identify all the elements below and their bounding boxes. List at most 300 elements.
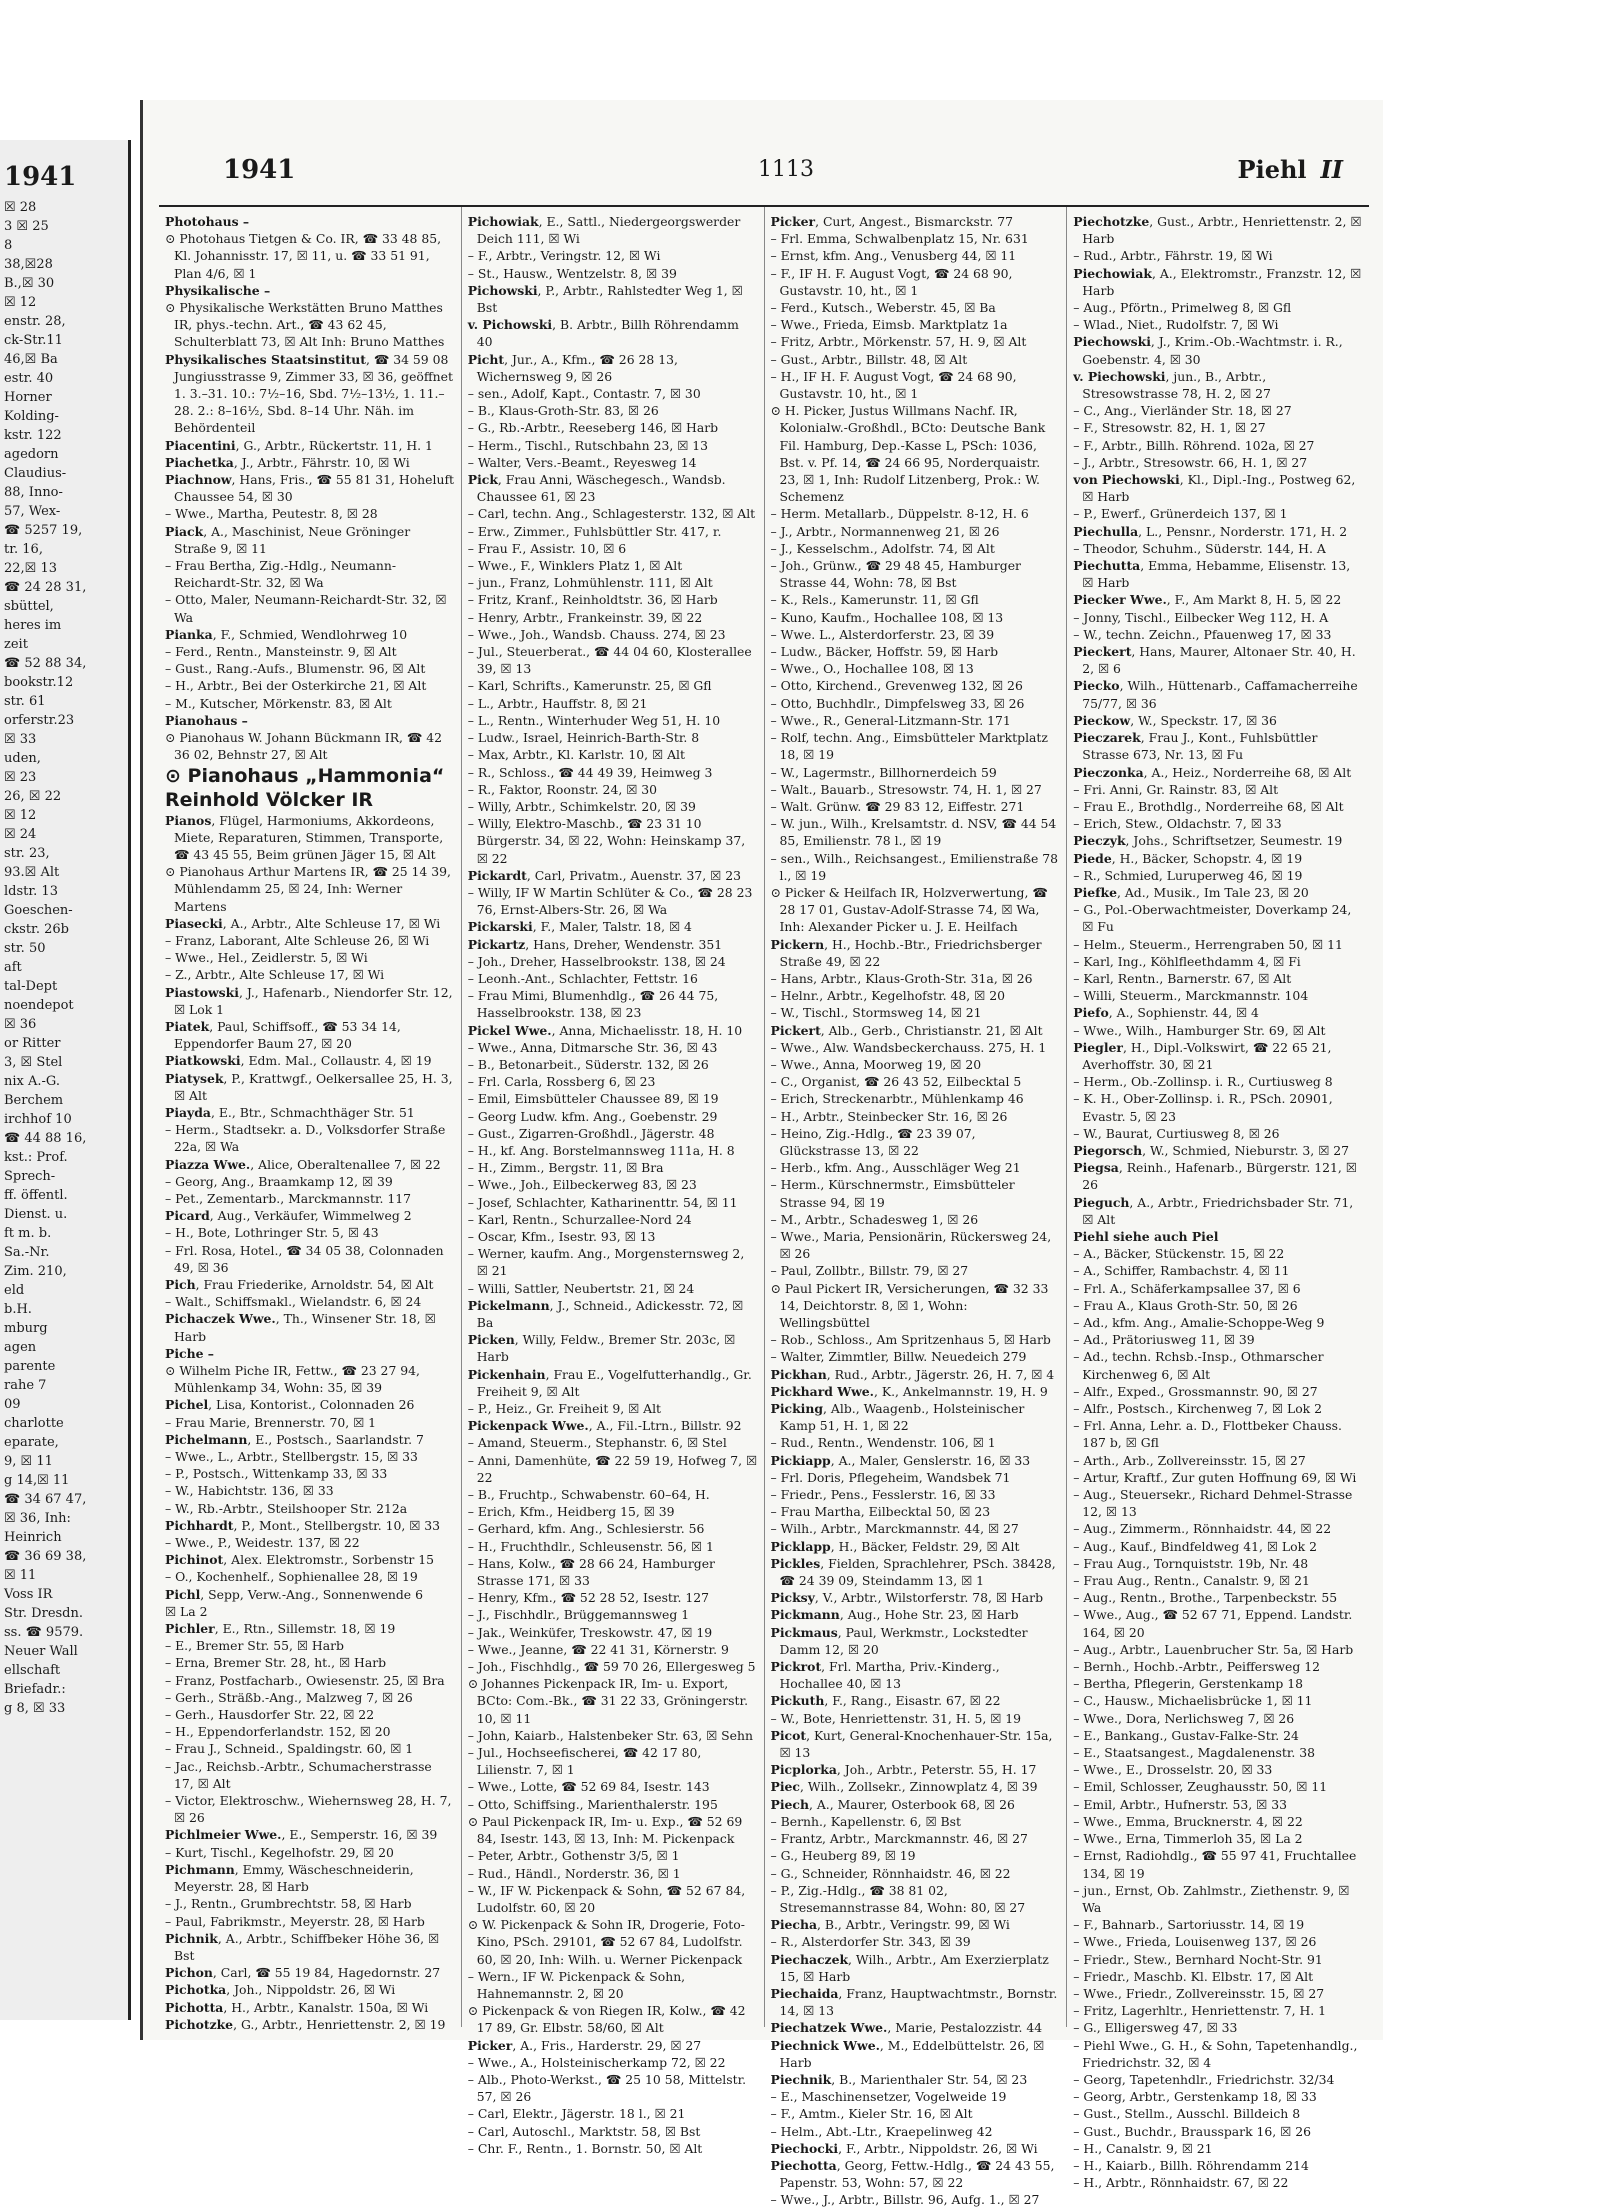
directory-entry: – Aug., Arbtr., Lauenbrucher Str. 5a, ☒ Harb xyxy=(1073,1641,1354,1657)
directory-entry: – Wwe., Anna, Ditmarsche Str. 36, ☒ 43 xyxy=(467,1039,718,1055)
directory-entry: – Rud., Händl., Norderstr. 36, ☒ 1 xyxy=(467,1865,681,1881)
entry-surname: Pianka xyxy=(165,626,213,642)
directory-entry: – B., Betonarbeit., Süderstr. 132, ☒ 26 xyxy=(467,1056,709,1072)
directory-entry: – Rob., Schloss., Am Spritzenhaus 5, ☒ Harb xyxy=(770,1332,1051,1348)
directory-entry: Pichmann, Emmy, Wäscheschneiderin, Meyerstr. 28, ☒ Harb xyxy=(165,1861,414,1895)
entry-surname: Pickmaus xyxy=(770,1624,838,1640)
directory-entry: – Wern., IF W. Pickenpack & Sohn, Hahnemannstr. 2, ☒ 20 xyxy=(467,1968,686,2001)
left-strip-line: tr. 16, xyxy=(4,542,43,557)
directory-entry: – F., Arbtr., Billh. Röhrend. 102a, ☒ 27 xyxy=(1073,437,1315,453)
entry-surname: Piechnik xyxy=(770,2071,832,2087)
directory-entry: – Walter, Vers.-Beamt., Reyesweg 14 xyxy=(467,454,697,470)
directory-entry: – Theodor, Schuhm., Süderstr. 144, H. A xyxy=(1073,540,1326,556)
directory-entry: – G., Elligersweg 47, ☒ 33 xyxy=(1073,2020,1238,2036)
directory-entry: Pichinot, Alex. Elektromstr., Sorbenstr 15 xyxy=(165,1552,435,1568)
directory-entry: – Pet., Zementarb., Marckmannstr. 117 xyxy=(165,1190,412,1206)
directory-entry: – Joh., Grünw., ☎ 29 48 45, Hamburger Strasse 44, Wohn: 78, ☒ Bst xyxy=(770,558,1021,591)
directory-entry: – Gust., Buchdr., Brausspark 16, ☒ 26 xyxy=(1073,2123,1311,2139)
directory-entry: Pichotka, Joh., Nippoldstr. 26, ☒ Wi xyxy=(165,1982,396,1998)
directory-entry: – Peter, Arbtr., Gothenstr 3/5, ☒ 1 xyxy=(467,1848,680,1864)
directory-entry: – Wlad., Niet., Rudolfstr. 7, ☒ Wi xyxy=(1073,317,1279,333)
directory-entry: – Erna, Bremer Str. 28, ht., ☒ Harb xyxy=(165,1655,387,1671)
directory-entry: – C., Organist, ☎ 26 43 52, Eilbecktal 5 xyxy=(770,1074,1022,1090)
directory-entry: – Karl, Ing., Köhlfleethdamm 4, ☒ Fi xyxy=(1073,953,1301,969)
left-strip-line: ff. öffentl. xyxy=(4,1188,68,1203)
directory-entry: – Georg, Arbtr., Gerstenkamp 18, ☒ 33 xyxy=(1073,2089,1317,2105)
directory-entry: – M., Kutscher, Mörkenstr. 83, ☒ Alt xyxy=(165,695,392,711)
directory-entry: Pickartz, Hans, Dreher, Wendenstr. 351 xyxy=(467,936,723,952)
directory-entry: ⊙ Pickenpack & von Riegen IR, Kolw., ☎ 42 17 89, Gr. Elbstr. 58/60, ☒ Alt xyxy=(467,2003,746,2036)
entry-surname: Piefke xyxy=(1073,884,1117,900)
entry-surname: Physikalische – xyxy=(165,282,271,298)
directory-entry: ⊙ Paul Pickenpack IR, Im- u. Exp., ☎ 52 69 84, Isestr. 143, ☒ 13, Inh: M. Pickenpack xyxy=(467,1813,743,1847)
left-strip-line: ck-Str.11 xyxy=(4,333,63,348)
directory-entry: – H., Zimm., Bergstr. 11, ☒ Bra xyxy=(467,1160,664,1176)
entry-surname: Pickenhain xyxy=(467,1366,546,1382)
left-strip-line: enstr. 28, xyxy=(4,314,66,329)
directory-entry: Pichhardt, P., Mont., Stellbergstr. 10, ☒ 33 xyxy=(165,1517,441,1533)
directory-entry: – Bernh., Hochb.-Arbtr., Peiffersweg 12 xyxy=(1073,1659,1320,1675)
directory-entry: – Chr. F., Rentn., 1. Bornstr. 50, ☒ Alt xyxy=(467,2140,703,2156)
directory-entry: – H., Bote, Lothringer Str. 5, ☒ 43 xyxy=(165,1225,379,1241)
directory-entry: Pieczonka, A., Heiz., Norderreihe 68, ☒ Alt xyxy=(1073,764,1352,780)
entry-surname: Pickmann xyxy=(770,1607,840,1623)
entry-surname: Pickenpack Wwe. xyxy=(467,1418,589,1434)
directory-entry xyxy=(1073,1228,1363,1245)
entry-surname: von Piechowski xyxy=(1073,472,1180,488)
directory-entry: – Wwe., E., Drosselstr. 20, ☒ 33 xyxy=(1073,1762,1273,1778)
directory-entry: – Herm., Ob.-Zollinsp. i. R., Curtiusweg 8 xyxy=(1073,1074,1333,1090)
directory-entry: Picksy, V., Arbtr., Wilstorferstr. 78, ☒ Harb xyxy=(770,1590,1043,1606)
directory-entry: – Frau Martha, Eilbecktal 50, ☒ 23 xyxy=(770,1504,991,1520)
directory-entry: ⊙ Picker & Heilfach IR, Holzverwertung, ☎ 28 17 01, Gustav-Adolf-Strasse 74, ☒ Wa, Inh: Alexander Picker u. J. E. Heilfach xyxy=(770,884,1048,935)
directory-entry: – W., Lagermstr., Billhornerdeich 59 xyxy=(770,764,997,780)
left-strip-line: ☎ 5257 19, xyxy=(4,523,83,538)
directory-entry: Pickelmann, J., Schneid., Adickesstr. 72, ☒ Ba xyxy=(467,1297,744,1330)
directory-entry: Pickuth, F., Rang., Eisastr. 67, ☒ 22 xyxy=(770,1693,1001,1709)
directory-entry: Piechatzek Wwe., Marie, Pestalozzistr. 44 xyxy=(770,2020,1043,2036)
directory-entry: – Carl, Elektr., Jägerstr. 18 l., ☒ 21 xyxy=(467,2106,686,2122)
directory-entry: – Piehl Wwe., G. H., & Sohn, Tapetenhandlg., Friedrichstr. 32, ☒ 4 xyxy=(1073,2037,1358,2070)
directory-entry: – Wwe., Joh., Wandsb. Chauss. 274, ☒ 23 xyxy=(467,626,726,642)
left-strip-line: 3, ☒ Stel xyxy=(4,1055,63,1070)
directory-entry: – R., Faktor, Roonstr. 24, ☒ 30 xyxy=(467,781,658,797)
running-head xyxy=(1238,155,1343,184)
directory-entry: – Frau E., Brothdlg., Norderreihe 68, ☒ Alt xyxy=(1073,798,1344,814)
directory-entry: v. Pichowski, B. Arbtr., Billh Röhrendamm 40 xyxy=(467,317,739,350)
entry-surname: Pickuth xyxy=(770,1693,825,1709)
entry-surname: Pickarski xyxy=(467,919,533,935)
directory-entry: – E., Bremer Str. 55, ☒ Harb xyxy=(165,1638,344,1654)
directory-entry: Piatysek, P., Krattwgf., Oelkersallee 25, H. 3, ☒ Alt xyxy=(165,1070,453,1103)
directory-entry: – Paul, Fabrikmstr., Meyerstr. 28, ☒ Harb xyxy=(165,1913,425,1929)
left-strip-line: ☎ 52 88 34, xyxy=(4,656,87,671)
entry-surname: Piachetka xyxy=(165,454,234,470)
directory-entry: ⊙ Physikalische Werkstätten Bruno Matthes IR, phys.-techn. Art., ☎ 43 62 45, Schulterblatt 73, ☒ Alt Inh: Bruno Matthes xyxy=(165,300,445,350)
directory-entry: – Frantz, Arbtr., Marckmannstr. 46, ☒ 27 xyxy=(770,1831,1028,1847)
directory-entry: – Paul, Zollbtr., Billstr. 79, ☒ 27 xyxy=(770,1263,969,1279)
directory-entry: – Georg, Ang., Braamkamp 12, ☒ 39 xyxy=(165,1173,393,1189)
directory-entry: von Piechowski, Kl., Dipl.-Ing., Postweg 62, ☒ Harb xyxy=(1073,472,1356,505)
column-1 xyxy=(159,207,462,2032)
directory-entry: – Wwe., R., General-Litzmann-Str. 171 xyxy=(770,712,1011,728)
directory-entry xyxy=(165,282,455,299)
directory-entry: – Fritz, Kranf., Reinholdtstr. 36, ☒ Harb xyxy=(467,592,718,608)
directory-entry: – Wwe., J., Arbtr., Billstr. 96, Aufg. 1., ☒ 27 xyxy=(770,2192,1040,2208)
left-strip-line: Heinrich xyxy=(4,1530,62,1545)
directory-entry: – P., Postsch., Wittenkamp 33, ☒ 33 xyxy=(165,1466,388,1482)
directory-entry: – Georg, Tapetenhdlr., Friedrichstr. 32/34 xyxy=(1073,2071,1335,2087)
left-strip-line: estr. 40 xyxy=(4,371,54,386)
left-strip-line: ☒ 12 xyxy=(4,808,37,823)
directory-entry: – Karl, Rentn., Barnerstr. 67, ☒ Alt xyxy=(1073,970,1292,986)
column-4 xyxy=(1067,207,1369,2191)
left-strip-line: kst.: Prof. xyxy=(4,1150,68,1165)
left-strip-line: ☎ 24 28 31, xyxy=(4,580,87,595)
directory-entry: Piachnow, Hans, Fris., ☎ 55 81 31, Hoheluft Chaussee 54, ☒ 30 xyxy=(165,472,455,505)
directory-entry: – Josef, Schlachter, Katharinenttr. 54, ☒ 11 xyxy=(467,1194,738,1210)
directory-entry: – L., Arbtr., Hauffstr. 8, ☒ 21 xyxy=(467,695,648,711)
entry-surname: Piechnick Wwe. xyxy=(770,2037,880,2053)
entry-surname: Picplorka xyxy=(770,1762,837,1778)
directory-entry: v. Piechowski, jun., B., Arbtr., Stresowstrasse 78, H. 2, ☒ 27 xyxy=(1073,368,1271,402)
entry-surname: Pickert xyxy=(770,1022,821,1038)
directory-entry: – Fritz, Lagerhltr., Henriettenstr. 7, H. 1 xyxy=(1073,2003,1327,2019)
left-strip-line: str. 23, xyxy=(4,846,50,861)
directory-entry: – Wwe., Friedr., Zollvereinsstr. 15, ☒ 27 xyxy=(1073,1985,1325,2001)
directory-entry: – Aug., Pförtn., Primelweg 8, ☒ Gfl xyxy=(1073,300,1292,316)
entry-surname: Picklapp xyxy=(770,1538,831,1554)
directory-entry: Pichlmeier Wwe., E., Semperstr. 16, ☒ 39 xyxy=(165,1827,438,1843)
directory-entry: – Wwe., Lotte, ☎ 52 69 84, Isestr. 143 xyxy=(467,1779,710,1795)
directory-entry: – Oscar, Kfm., Isestr. 93, ☒ 13 xyxy=(467,1228,656,1244)
directory-entry: – Z., Arbtr., Alte Schleuse 17, ☒ Wi xyxy=(165,967,385,983)
entry-surname: Pianohaus – xyxy=(165,712,248,728)
directory-entry: – J., Arbtr., Stresowstr. 66, H. 1, ☒ 27 xyxy=(1073,454,1308,470)
directory-entry: – Walt., Bauarb., Stresowstr. 74, H. 1, ☒ 27 xyxy=(770,781,1042,797)
left-strip-line: ft m. b. xyxy=(4,1226,52,1241)
directory-entry: – Wwe., Jeanne, ☎ 22 41 31, Körnerstr. 9 xyxy=(467,1641,729,1657)
directory-entry: Piegler, H., Dipl.-Volkswirt, ☎ 22 65 21, Averhoffstr. 30, ☒ 21 xyxy=(1073,1039,1332,1072)
left-strip-line: ss. ☎ 9579. xyxy=(4,1625,84,1640)
directory-entry: – Wwe., Aug., ☎ 52 67 71, Eppend. Landstr. 164, ☒ 20 xyxy=(1073,1607,1353,1640)
directory-entry: Piechowiak, A., Elektromstr., Franzstr. 12, ☒ Harb xyxy=(1073,265,1362,298)
entry-surname: Piegler xyxy=(1073,1039,1123,1055)
directory-entry: – H., Kaiarb., Billh. Röhrendamm 214 xyxy=(1073,2157,1309,2173)
directory-entry: Pieczarek, Frau J., Kont., Fuhlsbüttler Strasse 673, Nr. 13, ☒ Fu xyxy=(1073,730,1318,763)
directory-entry: – Erich, Kfm., Heidberg 15, ☒ 39 xyxy=(467,1504,675,1520)
left-strip-line: eld xyxy=(4,1283,25,1298)
directory-entry: – O., Kochenhelf., Sophienallee 28, ☒ 19 xyxy=(165,1569,418,1585)
entry-surname: Pichaczek Wwe. xyxy=(165,1311,276,1327)
directory-entry: Picplorka, Joh., Arbtr., Peterstr. 55, H. 17 xyxy=(770,1762,1037,1778)
directory-entry: – Karl, Schrifts., Kamerunstr. 25, ☒ Gfl xyxy=(467,678,712,694)
left-strip-line: mburg xyxy=(4,1321,48,1336)
directory-entry: Pichaczek Wwe., Th., Winsener Str. 18, ☒ Harb xyxy=(165,1311,436,1344)
left-strip-line: aft xyxy=(4,960,22,975)
directory-entry: – St., Hausw., Wentzelstr. 8, ☒ 39 xyxy=(467,265,677,281)
directory-entry: Piede, H., Bäcker, Schopstr. 4, ☒ 19 xyxy=(1073,850,1303,866)
entry-surname: Pickartz xyxy=(467,936,526,952)
directory-entry: – Friedr., Stew., Bernhard Nocht-Str. 91 xyxy=(1073,1951,1323,1967)
directory-entry: – J., Fischhdlr., Brüggemannsweg 1 xyxy=(467,1607,690,1623)
directory-entry: – Joh., Dreher, Hasselbrookstr. 138, ☒ 24 xyxy=(467,953,726,969)
page-number: 1113 xyxy=(758,157,814,182)
left-strip-line: Berchem xyxy=(4,1093,64,1108)
entry-surname: Piatysek xyxy=(165,1070,224,1086)
left-strip-line: Goeschen- xyxy=(4,903,73,918)
directory-entry: Pieczyk, Johs., Schriftsetzer, Seumestr. 19 xyxy=(1073,833,1343,849)
directory-entry: Pichowski, P., Arbtr., Rahlstedter Weg 1, ☒ Bst xyxy=(467,282,743,316)
left-strip-line: g 14,☒ 11 xyxy=(4,1473,70,1488)
entry-surname: Picking xyxy=(770,1401,824,1417)
directory-entry: – Helnr., Arbtr., Kegelhofstr. 48, ☒ 20 xyxy=(770,988,1005,1004)
left-strip-line: zeit xyxy=(4,637,28,652)
directory-entry: Picklapp, H., Bäcker, Feldstr. 29, ☒ Alt xyxy=(770,1538,1020,1554)
entry-surname: Pieguch xyxy=(1073,1194,1130,1210)
directory-entry: ⊙ Pianohaus Arthur Martens IR, ☎ 25 14 39, Mühlendamm 25, ☒ 24, Inh: Werner Martens xyxy=(165,864,451,914)
directory-entry: Piecha, B., Arbtr., Veringstr. 99, ☒ Wi xyxy=(770,1917,1010,1933)
entry-surname: Piec xyxy=(770,1779,800,1795)
directory-entry: – R., Schloss., ☎ 44 49 39, Heimweg 3 xyxy=(467,764,713,780)
entry-surname: Pieckert xyxy=(1073,644,1132,660)
directory-entry: Pickhan, Rud., Arbtr., Jägerstr. 26, H. 7, ☒ 4 xyxy=(770,1366,1055,1382)
directory-entry: – Wwe., Joh., Eilbeckerweg 83, ☒ 23 xyxy=(467,1177,697,1193)
left-strip-line: sbüttel, xyxy=(4,599,54,614)
directory-entry: – Franz, Laborant, Alte Schleuse 26, ☒ Wi xyxy=(165,932,430,948)
entry-surname: Piechowiak xyxy=(1073,265,1152,281)
directory-entry: – Emil, Arbtr., Hufnerstr. 53, ☒ 33 xyxy=(1073,1796,1287,1812)
left-strip-line: B.,☒ 30 xyxy=(4,276,55,291)
directory-entry: – Wwe., Emma, Brucknerstr. 4, ☒ 22 xyxy=(1073,1813,1303,1829)
directory-entry: Piechnick Wwe., M., Eddelbüttelstr. 26, ☒ Harb xyxy=(770,2037,1045,2070)
entry-surname: Pichowiak xyxy=(467,214,539,229)
directory-entry: Piack, A., Maschinist, Neue Gröninger Straße 9, ☒ 11 xyxy=(165,523,411,556)
left-strip-line: Neuer Wall xyxy=(4,1644,78,1659)
left-strip-line: ☎ 34 67 47, xyxy=(4,1492,87,1507)
directory-entry: – Otto, Kirchend., Grevenweg 132, ☒ 26 xyxy=(770,678,1023,694)
entry-surname: Piechocki xyxy=(770,2140,839,2156)
entry-surname: Picker xyxy=(770,214,816,229)
entry-surname: Pickhan xyxy=(770,1366,827,1382)
directory-entry: – Frl. Anna, Lehr. a. D., Flottbeker Chauss. 187 b, ☒ Gfl xyxy=(1073,1418,1342,1451)
directory-entry: – Walter, Zimmtler, Billw. Neuedeich 279 xyxy=(770,1349,1027,1365)
directory-entry: – Hans, Kolw., ☎ 28 66 24, Hamburger Strasse 171, ☒ 33 xyxy=(467,1555,715,1589)
directory-entry: – Hans, Arbtr., Klaus-Groth-Str. 31a, ☒ 26 xyxy=(770,970,1033,986)
entry-surname: v. Pichowski xyxy=(467,317,553,333)
left-strip-line: Dienst. u. xyxy=(4,1207,68,1222)
directory-entry: – Ad., kfm. Ang., Amalie-Schoppe-Weg 9 xyxy=(1073,1315,1325,1330)
directory-entry: Pichon, Carl, ☎ 55 19 84, Hagedornstr. 27 xyxy=(165,1965,441,1981)
directory-entry: – Gust., Stellm., Ausschl. Billdeich 8 xyxy=(1073,2106,1301,2122)
directory-entry: – F., Stresowstr. 82, H. 1, ☒ 27 xyxy=(1073,420,1266,436)
directory-entry: – Frau A., Klaus Groth-Str. 50, ☒ 26 xyxy=(1073,1297,1298,1313)
directory-entry: – Jac., Reichsb.-Arbtr., Schumacherstrasse 17, ☒ Alt xyxy=(165,1758,432,1791)
volume-number: II xyxy=(1320,155,1343,184)
directory-entry: – Friedr., Pens., Fesslerstr. 16, ☒ 33 xyxy=(770,1487,996,1503)
directory-entry: – Franz, Postfacharb., Owiesenstr. 25, ☒ Bra xyxy=(165,1672,445,1688)
directory-entry: – Victor, Elektroschw., Wiehernsweg 28, H. 7, ☒ 26 xyxy=(165,1793,452,1826)
entry-surname: Pichon xyxy=(165,1965,213,1981)
directory-entry: – Otto, Maler, Neumann-Reichardt-Str. 32, ☒ Wa xyxy=(165,592,447,625)
directory-entry: – Max, Arbtr., Kl. Karlstr. 10, ☒ Alt xyxy=(467,747,685,763)
directory-entry: Piecker Wwe., F., Am Markt 8, H. 5, ☒ 22 xyxy=(1073,592,1342,608)
directory-entry: – Wwe. L., Alsterdorferstr. 23, ☒ 39 xyxy=(770,626,995,642)
left-strip-line: 26, ☒ 22 xyxy=(4,789,62,804)
directory-entry: – W., Bote, Henriettenstr. 31, H. 5, ☒ 19 xyxy=(770,1710,1022,1726)
directory-entry: – Wwe., Frieda, Louisenweg 137, ☒ 26 xyxy=(1073,1934,1317,1950)
left-strip-line: ☒ 12 xyxy=(4,295,37,310)
directory-entry: Pick, Frau Anni, Wäschegesch., Wandsb. Chaussee 61, ☒ 23 xyxy=(467,472,726,505)
entry-surname: Pickel Wwe. xyxy=(467,1022,552,1038)
entry-surname: Pichotta xyxy=(165,1999,224,2015)
left-strip-line: Claudius- xyxy=(4,466,67,481)
entry-surname: Piack xyxy=(165,523,204,539)
directory-entry: Pichowiak, E., Sattl., Niedergeorgswerder Deich 111, ☒ Wi xyxy=(467,214,741,247)
directory-entry: – Walt., Schiffsmakl., Wielandstr. 6, ☒ 24 xyxy=(165,1294,422,1310)
directory-entry: – K. H., Ober-Zollinsp. i. R., PSch. 20901, Evastr. 5, ☒ 23 xyxy=(1073,1091,1333,1124)
directory-entry: – C., Ang., Vierländer Str. 18, ☒ 27 xyxy=(1073,403,1292,419)
left-strip-line: Briefadr.: xyxy=(4,1682,66,1697)
directory-entry: – Frau Aug., Rentn., Canalstr. 9, ☒ 21 xyxy=(1073,1573,1310,1589)
entry-surname: Piatek xyxy=(165,1018,210,1034)
directory-entry: Piachetka, J., Arbtr., Fährstr. 10, ☒ Wi xyxy=(165,454,410,470)
directory-entry: – Gerhard, kfm. Ang., Schlesierstr. 56 xyxy=(467,1521,705,1537)
entry-surname: Picot xyxy=(770,1727,807,1743)
directory-entry: Physikalisches Staatsinstitut, ☎ 34 59 08 Jungiusstrasse 9, Zimmer 33, ☒ 36, geöffnet 1. 3.–31. 10.: 7½–16, Sbd. 7½–13½, 1. 11.–28. 2.: 8–16½, Sbd. 8–14 Uhr. Näh. im Behördenteil xyxy=(165,351,453,436)
directory-entry: Pickenpack Wwe., A., Fil.-Ltrn., Billstr. 92 xyxy=(467,1418,742,1434)
directory-entry: – H., Arbtr., Steinbecker Str. 16, ☒ 26 xyxy=(770,1108,1008,1124)
directory-entry: – Ad., techn. Rchsb.-Insp., Othmarscher Kirchenweg 6, ☒ Alt xyxy=(1073,1349,1324,1382)
directory-entry: – Aug., Steuersekr., Richard Dehmel-Strasse 12, ☒ 13 xyxy=(1073,1487,1353,1520)
directory-entry: Piegorsch, W., Schmied, Nieburstr. 3, ☒ 27 xyxy=(1073,1142,1350,1158)
left-strip-line: Zim. 210, xyxy=(4,1264,67,1279)
left-strip-line: agen xyxy=(4,1340,37,1355)
entry-surname: Pickrot xyxy=(770,1659,822,1675)
directory-entry: – Carl, Autoschl., Marktstr. 58, ☒ Bst xyxy=(467,2123,701,2139)
directory-entry: – G., Schneider, Rönnhaidstr. 46, ☒ 22 xyxy=(770,1865,1011,1881)
directory-entry: Pickiapp, A., Maler, Genslerstr. 16, ☒ 33 xyxy=(770,1452,1031,1468)
entry-surname: Pickern xyxy=(770,936,825,952)
left-strip-line: 57, Wex- xyxy=(4,504,61,519)
directory-entry: – Werner, kaufm. Ang., Morgensternsweg 2, ☒ 21 xyxy=(467,1246,745,1279)
directory-entry: – jun., Ernst, Ob. Zahlmstr., Ziethenstr. 9, ☒ Wa xyxy=(1073,1882,1350,1915)
directory-entry: – Wwe., Anna, Moorweg 19, ☒ 20 xyxy=(770,1056,982,1072)
directory-entry: Piatek, Paul, Schiffsoff., ☎ 53 34 14, Eppendorfer Baum 27, ☒ 20 xyxy=(165,1018,401,1052)
directory-entry xyxy=(165,712,455,729)
directory-entry: – Rud., Arbtr., Fährstr. 19, ☒ Wi xyxy=(1073,248,1273,264)
directory-entry: – Leonh.-Ant., Schlachter, Fettstr. 16 xyxy=(467,970,698,986)
directory-entry: – Jul., Steuerberat., ☎ 44 04 60, Klosterallee 39, ☒ 13 xyxy=(467,644,752,677)
directory-entry: – Kuno, Kaufm., Hochallee 108, ☒ 13 xyxy=(770,609,1004,625)
directory-entry: – Kurt, Tischl., Kegelhofstr. 29, ☒ 20 xyxy=(165,1844,394,1860)
entry-surname: Pieczonka xyxy=(1073,764,1144,780)
entry-surname: Piecker Wwe. xyxy=(1073,592,1167,608)
directory-entry: – John, Kaiarb., Halstenbeker Str. 63, ☒ Sehn xyxy=(467,1727,753,1743)
directory-entry: – Rolf, techn. Ang., Eimsbütteler Marktplatz 18, ☒ 19 xyxy=(770,730,1048,763)
entry-surname: Picksy xyxy=(770,1590,815,1606)
directory-entry: – Wwe., P., Weidestr. 137, ☒ 22 xyxy=(165,1535,360,1551)
directory-entry: – Rud., Rentn., Wendenstr. 106, ☒ 1 xyxy=(770,1435,996,1451)
entry-surname: Pieczyk xyxy=(1073,833,1126,849)
entry-surname: Pichotka xyxy=(165,1982,227,1998)
directory-entry: – Herm., Tischl., Rutschbahn 23, ☒ 13 xyxy=(467,437,709,453)
entry-surname: Piechotzke xyxy=(1073,214,1150,229)
directory-entry: Pichotta, H., Arbtr., Kanalstr. 150a, ☒ Wi xyxy=(165,1999,429,2015)
directory-entry: – Henry, Arbtr., Frankeinstr. 39, ☒ 22 xyxy=(467,609,703,625)
directory-entry: – Karl, Rentn., Schurzallee-Nord 24 xyxy=(467,1211,692,1227)
left-strip-line: rahe 7 xyxy=(4,1378,47,1393)
directory-entry: – Frau Marie, Brennerstr. 70, ☒ 1 xyxy=(165,1414,377,1430)
directory-entry: – Gust., Rang.-Aufs., Blumenstr. 96, ☒ Alt xyxy=(165,661,426,677)
entry-surname: Piechotta xyxy=(770,2157,837,2173)
entry-surname: Picard xyxy=(165,1208,210,1224)
entry-surname: Pichler xyxy=(165,1621,215,1637)
directory-entry: – Erich, Streckenarbtr., Mühlenkamp 46 xyxy=(770,1091,1024,1107)
directory-entry: – A., Schiffer, Rambachstr. 4, ☒ 11 xyxy=(1073,1263,1290,1279)
directory-entry: – H., Fruchthdlr., Schleusenstr. 56, ☒ 1 xyxy=(467,1538,714,1554)
directory-entry: – Fri. Anni, Gr. Rainstr. 83, ☒ Alt xyxy=(1073,781,1279,797)
directory-entry: – Frl. Carla, Rossberg 6, ☒ 23 xyxy=(467,1074,656,1090)
directory-entry: – H., Arbtr., Bei der Osterkirche 21, ☒ Alt xyxy=(165,678,427,694)
left-strip-line: g 8, ☒ 33 xyxy=(4,1701,66,1716)
directory-entry: – Ferd., Kutsch., Weberstr. 45, ☒ Ba xyxy=(770,300,996,316)
entry-surname: Pichel xyxy=(165,1397,209,1413)
directory-entry: – Wwe., Frieda, Eimsb. Marktplatz 1a xyxy=(770,317,1008,333)
directory-entry: – Otto, Schiffsing., Marienthalerstr. 195 xyxy=(467,1796,718,1812)
previous-page-strip xyxy=(0,140,131,2020)
entry-surname: Piche – xyxy=(165,1345,214,1361)
directory-entry: Piechotzke, Gust., Arbtr., Henriettenstr. 2, ☒ Harb xyxy=(1073,214,1362,247)
directory-entry: – Henry, Kfm., ☎ 52 28 52, Isestr. 127 xyxy=(467,1590,710,1606)
directory-entry: – P., Ewerf., Grünerdeich 137, ☒ 1 xyxy=(1073,506,1288,522)
directory-entry: Piechutta, Emma, Hebamme, Elisenstr. 13, ☒ Harb xyxy=(1073,558,1351,591)
directory-entry: Pickenhain, Frau E., Vogelfutterhandlg., Gr. Freiheit 9, ☒ Alt xyxy=(467,1366,752,1399)
directory-entry: Picken, Willy, Feldw., Bremer Str. 203c, ☒ Harb xyxy=(467,1332,736,1365)
entry-surname: Piayda xyxy=(165,1104,211,1120)
directory-entry: Pickles, Fielden, Sprachlehrer, PSch. 38428, ☎ 24 39 09, Steindamm 13, ☒ 1 xyxy=(770,1555,1056,1589)
entry-surname: Piecko xyxy=(1073,678,1120,694)
directory-entry: – G., Pol.-Oberwachtmeister, Doverkamp 24, ☒ Fu xyxy=(1073,902,1352,935)
left-strip-line: str. 50 xyxy=(4,941,46,956)
directory-page xyxy=(140,100,1383,2208)
directory-entry: – Ludw., Bäcker, Hoffstr. 59, ☒ Harb xyxy=(770,644,999,660)
entry-surname: Piacentini xyxy=(165,437,236,453)
left-strip-line: ckstr. 26b xyxy=(4,922,69,937)
directory-entry: Pichel, Lisa, Kontorist., Colonnaden 26 xyxy=(165,1397,415,1413)
directory-entry: – Wwe., Maria, Pensionärin, Rückersweg 24, ☒ 26 xyxy=(770,1228,1052,1262)
directory-entry: – R., Schmied, Luruperweg 46, ☒ 19 xyxy=(1073,867,1303,883)
running-head-name: Piehl xyxy=(1237,155,1307,184)
directory-entry: – H., Arbtr., Rönnhaidstr. 67, ☒ 22 xyxy=(1073,2175,1289,2191)
directory-entry: – G., Rb.-Arbtr., Reeseberg 146, ☒ Harb xyxy=(467,420,719,436)
entry-surname: Photohaus – xyxy=(165,214,250,229)
directory-entry: – F., Amtm., Kieler Str. 16, ☒ Alt xyxy=(770,2106,973,2122)
left-lines xyxy=(0,198,128,1718)
directory-entry: – A., Bäcker, Stückenstr. 15, ☒ 22 xyxy=(1073,1246,1285,1262)
directory-entry: – Friedr., Maschb. Kl. Elbstr. 17, ☒ Alt xyxy=(1073,1968,1314,1984)
directory-entry: – M., Arbtr., Schadesweg 1, ☒ 26 xyxy=(770,1211,979,1227)
left-strip-line: ☒ 28 xyxy=(4,200,37,215)
directory-entry: – G., Heuberg 89, ☒ 19 xyxy=(770,1848,916,1864)
directory-entry: – Alfr., Postsch., Kirchenweg 7, ☒ Lok 2 xyxy=(1073,1401,1322,1417)
left-strip-line: 88, Inno- xyxy=(4,485,63,500)
entry-surname: Piech xyxy=(770,1796,809,1812)
entry-surname: Piegsa xyxy=(1073,1160,1119,1176)
left-strip-line: Horner xyxy=(4,390,52,405)
column-3 xyxy=(765,207,1068,2208)
directory-entry: Pickrot, Frl. Martha, Priv.-Kinderg., Hochallee 40, ☒ 13 xyxy=(770,1659,1000,1692)
